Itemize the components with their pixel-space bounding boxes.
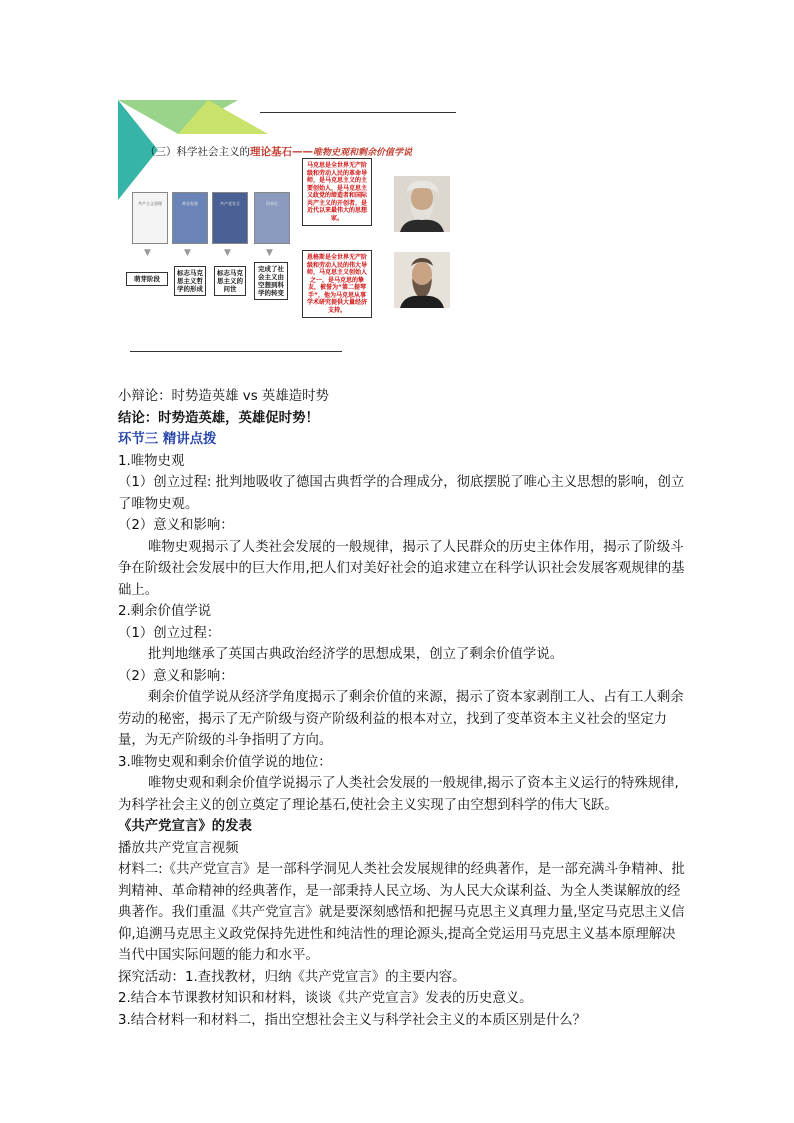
heading-materialism: 1.唯物史观 <box>118 453 185 469</box>
debate-line: 小辩论：时势造英雄 vs 英雄造时势 <box>118 389 329 404</box>
document-body <box>118 386 688 1031</box>
slide-title-prefix: （三）科学社会主义的 <box>145 146 250 158</box>
conclusion-line: 结论：时势造英雄，英雄促时势！ <box>118 410 319 426</box>
activity-line: 探究活动：1.查找教材，归纳《共产党宣言》的主要内容。 <box>118 969 466 985</box>
marx-portrait <box>394 176 450 232</box>
surplus-significance-text: 剩余价值学说从经济学角度揭示了剩余价值的来源，揭示了资本家剥削工人、占有工人剩余劳动的秘密，揭示了无产阶级与资产阶级利益的根本对立，找到了变革资本主义社会的坚定力量，为无产阶级的斗争指明了方向。 <box>118 690 684 748</box>
book-title: 共产党宣言 <box>220 201 240 206</box>
book-title: 资本论 <box>266 201 278 206</box>
materialism-significance-heading: （2）意义和影响： <box>118 518 234 533</box>
surplus-process-heading: （1）创立过程： <box>118 625 221 641</box>
materialism-process: （1）创立过程: 批判地吸收了德国古典哲学的合理成分，彻底摆脱了唯心主义思想的影响，创立了唯物史观。 <box>118 475 685 512</box>
arrow-down-icon: ▼ <box>266 248 273 258</box>
slide-image <box>118 100 458 340</box>
book-title: 共产主义原理 <box>138 201 162 206</box>
slide-title <box>145 144 412 159</box>
decor-line-top <box>260 112 456 113</box>
heading-status: 3.唯物史观和剩余价值学说的地位： <box>118 754 332 770</box>
book-cover <box>172 192 208 244</box>
question-three: 3.结合材料一和材料二，指出空想社会主义与科学社会主义的本质区别是什么？ <box>118 1012 587 1028</box>
decor-triangle-lime <box>178 100 268 134</box>
surplus-process-text: 批判地继承了英国古典政治经济学的思想成果，创立了剩余价值学说。 <box>148 647 564 662</box>
engels-portrait <box>394 252 450 308</box>
manifesto-heading: 《共产党宣言》的发表 <box>118 819 252 834</box>
question-two: 2.结合本节课教材知识和材料，谈谈《共产党宣言》发表的历史意义。 <box>118 991 533 1006</box>
heading-surplus-value: 2.剩余价值学说 <box>118 604 212 619</box>
section-heading: 环节三 精讲点拨 <box>118 432 217 447</box>
stage-box: 标志马克思主义哲学的形成 <box>174 266 206 296</box>
engels-description: 恩格斯是全世界无产阶级和劳动人民的伟大导师，马克思主义创始人之一，是马克思的挚友，被誉为“第二提琴手”，他为马克思从事学术研究提供大量经济支持。 <box>302 250 372 318</box>
arrow-down-icon: ▼ <box>144 248 151 258</box>
slide-title-dash: —— <box>292 146 313 158</box>
stage-box: 萌芽阶段 <box>126 272 168 286</box>
video-line: 播放共产党宣言视频 <box>118 840 239 856</box>
material-two: 材料二:《共产党宣言》是一部科学洞见人类社会发展规律的经典著作，是一部充满斗争精神、批判精神、革命精神的经典著作，是一部秉持人民立场、为人民大众谋利益、为全人类谋解放的经典著作。我们重温《共产党宣言》就是要深刻感悟和把握马克思主义真理力量,坚定马克思主义信仰,追溯马克思主义政党保持先进性和纯洁性的理论源头,提高全党运用马克思主义基本原理解决当代中国实际问题的能力和水平。 <box>118 862 685 963</box>
slide-title-sub: 唯物史观和剩余价值学说 <box>313 148 413 158</box>
status-text: 唯物史观和剩余价值学说揭示了人类社会发展的一般规律,揭示了资本主义运行的特殊规律,为科学社会主义的创立奠定了理论基石,使社会主义实现了由空想到科学的伟大飞跃。 <box>118 776 679 813</box>
materialism-significance-text: 唯物史观揭示了人类社会发展的一般规律，揭示了人民群众的历史主体作用，揭示了阶级斗争在阶级社会发展中的巨大作用,把人们对美好社会的追求建立在科学认识社会发展客观规律的基础上。 <box>118 539 685 598</box>
decor-line-bottom <box>130 351 342 352</box>
arrow-down-icon: ▼ <box>184 248 191 258</box>
marx-description: 马克思是全世界无产阶级和劳动人民的革命导师，是马克思主义的主要创始人，是马克思主义政党的缔造者和国际共产主义的开创者，是近代以来最伟大的思想家。 <box>302 158 372 226</box>
book-cover <box>132 192 168 244</box>
slide-title-highlight: 理论基石 <box>250 146 292 158</box>
stage-box: 完成了社会主义由空想到科学的转变 <box>254 262 288 300</box>
book-title: 神圣家族 <box>182 201 198 206</box>
arrow-down-icon: ▼ <box>224 248 231 258</box>
stage-box: 标志马克思主义的问世 <box>214 266 246 296</box>
surplus-significance-heading: （2）意义和影响： <box>118 668 234 684</box>
book-cover <box>212 192 248 244</box>
book-cover <box>254 192 290 244</box>
